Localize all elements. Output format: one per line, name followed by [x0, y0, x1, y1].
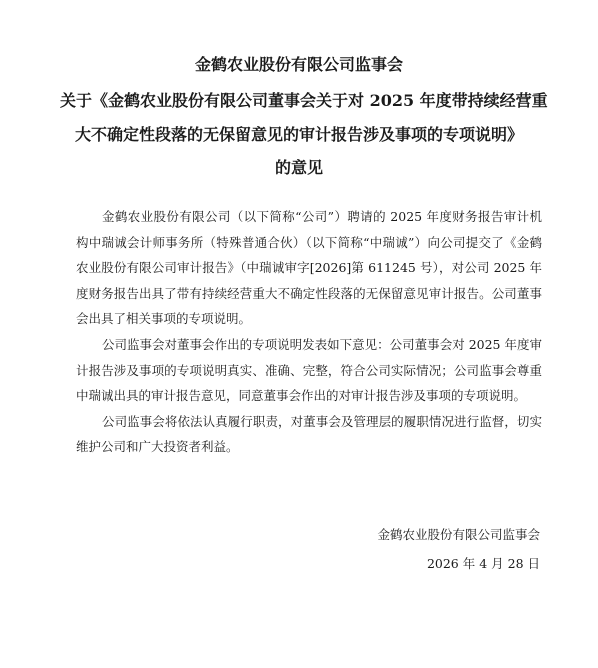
title-line-3: 大不确定性段落的无保留意见的审计报告涉及事项的专项说明》 — [74, 125, 523, 144]
body-paragraph-3: 公司监事会将依法认真履行职责，对董事会及管理层的履职情况进行监督，切实维护公司和广大投资者利益。 — [76, 413, 542, 455]
document-body — [76, 204, 542, 460]
signature-organization: 金鹤农业股份有限公司监事会 — [377, 527, 540, 542]
signature-date: 2026 年 4 月 28 日 — [426, 556, 540, 571]
body-paragraph-1: 金鹤农业股份有限公司（以下简称“公司”）聘请的 2025 年度财务报告审计机构中瑞诚会计师事务所（特殊普通合伙）（以下简称“中瑞诚”）向公司提交了《金鹤农业股份有限公司审计报告》（中瑞诚审字[2026]第 611245 号），对公司 2025 年度财务报告出具了带有持续经营重大不确定性段落的无保留意见审计报告。公司董事会出具了相关事项的专项说明。 — [76, 209, 542, 327]
body-paragraph-2: 公司监事会对董事会作出的专项说明发表如下意见：公司董事会对 2025 年度审计报告涉及事项的专项说明真实、准确、完整，符合公司实际情况；公司监事会尊重中瑞诚出具的审计报告意见，同意董事会作出的对审计报告涉及事项的专项说明。 — [76, 336, 542, 404]
title-line-1: 金鹤农业股份有限公司监事会 — [194, 55, 403, 74]
title-line-4: 的意见 — [274, 158, 323, 177]
title-line-2: 关于《金鹤农业股份有限公司董事会关于对 2025 年度带持续经营重 — [60, 91, 548, 110]
